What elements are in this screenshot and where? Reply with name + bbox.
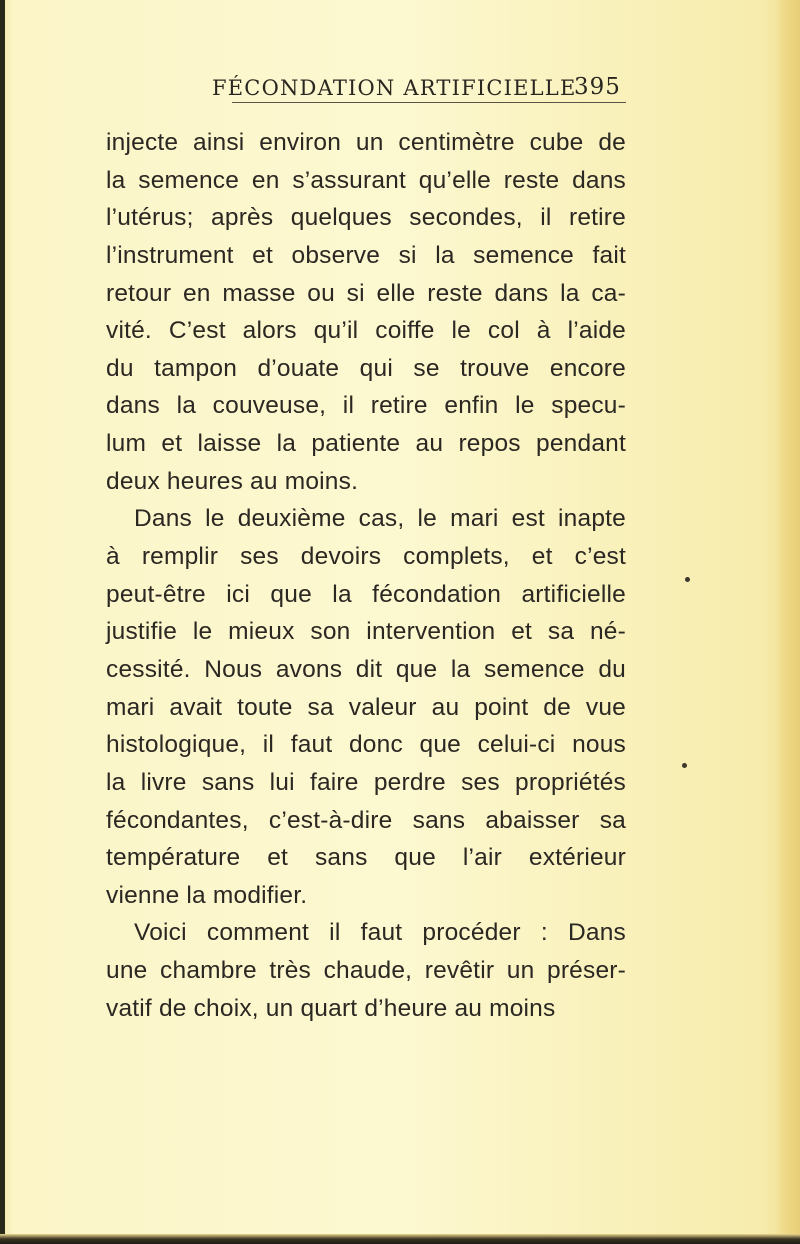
ink-speck	[685, 577, 690, 582]
text-line: à remplir ses devoirs complets, et c’est	[106, 543, 626, 571]
text-line: dans la couveuse, il retire enfin le specu-	[106, 392, 626, 420]
text-line: fécondantes, c’est-à-dire sans abaisser sa	[106, 806, 626, 834]
page-header	[212, 74, 632, 104]
paragraph-1	[106, 124, 626, 500]
text-line: la semence en s’assurant qu’elle reste dans	[106, 166, 626, 194]
text-line: une chambre très chaude, revêtir un préser-	[106, 957, 626, 985]
ink-speck	[682, 763, 687, 768]
text-line: peut-être ici que la fécondation artificielle	[106, 580, 626, 608]
page-right-edge	[776, 0, 800, 1244]
text-line: l’utérus; après quelques secondes, il retire	[106, 204, 626, 232]
running-title: FÉCONDATION ARTIFICIELLE	[212, 76, 577, 100]
text-line: vienne la modifier.	[106, 881, 308, 909]
text-line: Voici comment il faut procéder : Dans	[134, 919, 626, 947]
text-line: la livre sans lui faire perdre ses propriétés	[106, 768, 626, 796]
body-text	[106, 124, 626, 1027]
text-line: histologique, il faut donc que celui-ci nous	[106, 731, 626, 759]
page-left-edge	[0, 0, 5, 1244]
text-line: deux heures au moins.	[106, 467, 359, 495]
text-line: injecte ainsi environ un centimètre cube de	[106, 129, 626, 156]
text-line: cessité. Nous avons dit que la semence du	[106, 655, 626, 683]
text-line: température et sans que l’air extérieur	[106, 844, 626, 872]
text-line: retour en masse ou si elle reste dans la ca-	[106, 279, 626, 307]
paragraph-2	[106, 500, 626, 914]
paragraph-3	[106, 914, 626, 1027]
page-number: 395	[574, 74, 621, 100]
text-line: vité. C’est alors qu’il coiffe le col à l’aide	[106, 317, 626, 345]
text-line: lum et laisse la patiente au repos pendant	[106, 430, 626, 458]
text-line: vatif de choix, un quart d’heure au moins	[106, 994, 556, 1022]
text-line: mari avait toute sa valeur au point de vue	[106, 693, 626, 721]
page-bottom-edge	[0, 1234, 800, 1244]
text-line: du tampon d’ouate qui se trouve encore	[106, 354, 626, 382]
text-line: l’instrument et observe si la semence fait	[106, 241, 626, 269]
text-line: justifie le mieux son intervention et sa né-	[106, 618, 626, 646]
text-line: Dans le deuxième cas, le mari est inapte	[134, 505, 626, 533]
header-rule	[232, 102, 626, 103]
